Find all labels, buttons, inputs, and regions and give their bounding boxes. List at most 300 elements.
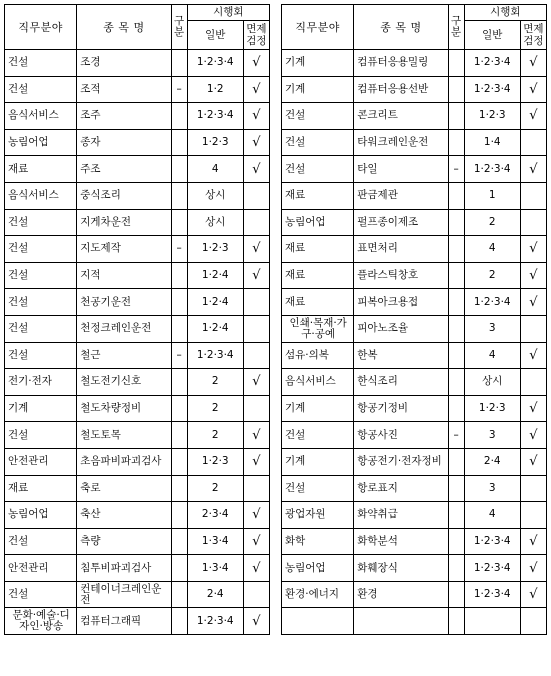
general-cell-text: 1·2·3·4 <box>196 348 234 361</box>
header-field: 직무분야 <box>5 5 77 50</box>
field-cell-text: 건설 <box>285 428 306 441</box>
item-cell-text: 조주 <box>80 109 101 122</box>
exempt-cell-text: √ <box>252 135 261 151</box>
field-cell <box>5 608 77 635</box>
general-cell <box>464 76 520 103</box>
table-row <box>282 502 547 529</box>
item-cell <box>354 502 448 529</box>
item-cell-text: 조경 <box>80 56 101 69</box>
left-table-panel <box>4 4 270 671</box>
item-cell <box>77 262 171 289</box>
table-row <box>5 236 270 263</box>
field-cell-text: 농림어업 <box>8 136 49 149</box>
item-cell-text: 항로표지 <box>357 481 398 494</box>
exempt-cell-text: √ <box>529 55 538 71</box>
empty-cell <box>448 608 464 635</box>
general-cell <box>187 475 243 502</box>
field-cell <box>282 209 354 236</box>
right-exam-table <box>281 4 547 635</box>
field-cell <box>282 129 354 156</box>
general-cell <box>464 555 520 582</box>
exempt-cell <box>520 76 546 103</box>
field-cell-text: 건설 <box>8 215 29 228</box>
field-cell <box>5 422 77 449</box>
exempt-cell <box>520 581 546 608</box>
item-cell-text: 컴퓨터그래픽 <box>80 614 142 627</box>
exempt-cell-text: √ <box>529 427 538 443</box>
general-cell <box>464 236 520 263</box>
field-cell-text: 건설 <box>8 322 29 335</box>
item-cell-text: 주조 <box>80 162 101 175</box>
table-row <box>282 581 547 608</box>
general-cell-text: 2·4 <box>483 455 501 468</box>
exempt-cell <box>520 236 546 263</box>
exempt-cell-text: √ <box>252 533 261 549</box>
gubun-cell <box>448 156 464 183</box>
item-cell-text: 지도제작 <box>80 242 121 255</box>
field-cell-text: 재료 <box>285 269 306 282</box>
field-cell-text: 재료 <box>285 189 306 202</box>
exempt-cell <box>520 129 546 156</box>
exempt-cell <box>243 395 269 422</box>
gubun-cell <box>448 555 464 582</box>
exempt-cell <box>243 236 269 263</box>
gubun-cell <box>171 289 187 316</box>
item-cell-text: 축산 <box>80 508 101 521</box>
header-field: 직무분야 <box>282 5 354 50</box>
field-cell <box>282 236 354 263</box>
field-cell-text: 건설 <box>8 534 29 547</box>
field-cell <box>5 369 77 396</box>
item-cell <box>77 50 171 77</box>
exempt-cell <box>243 209 269 236</box>
right-table-body <box>282 50 547 635</box>
field-cell-text: 섬유·의복 <box>285 348 329 361</box>
field-cell <box>282 103 354 130</box>
field-cell <box>282 422 354 449</box>
item-cell <box>77 475 171 502</box>
general-cell <box>187 581 243 608</box>
gubun-cell <box>448 103 464 130</box>
general-cell-text: 1·2·3·4 <box>196 109 234 122</box>
table-row <box>282 369 547 396</box>
gubun-cell <box>171 395 187 422</box>
general-cell-text: 상시 <box>205 189 226 202</box>
table-row <box>282 342 547 369</box>
table-row <box>5 289 270 316</box>
gubun-cell <box>171 581 187 608</box>
general-cell-text: 4 <box>488 242 496 255</box>
exempt-cell <box>243 342 269 369</box>
exempt-cell <box>520 475 546 502</box>
general-cell <box>187 156 243 183</box>
gubun-cell <box>448 369 464 396</box>
field-cell-text: 재료 <box>8 481 29 494</box>
field-cell-text: 건설 <box>8 82 29 95</box>
gubun-cell <box>171 209 187 236</box>
exempt-cell <box>520 209 546 236</box>
header-exam-round: 시행회 <box>187 5 269 21</box>
general-cell-text: 1·4 <box>483 136 501 149</box>
field-cell-text: 음식서비스 <box>285 375 336 388</box>
field-cell <box>5 156 77 183</box>
general-cell <box>187 448 243 475</box>
gubun-cell-text: – <box>453 428 459 441</box>
gubun-cell <box>171 315 187 342</box>
table-row <box>282 475 547 502</box>
field-cell <box>5 315 77 342</box>
exempt-cell-text: √ <box>529 241 538 257</box>
field-cell <box>5 342 77 369</box>
header-general: 일반 <box>187 21 243 50</box>
general-cell-text: 1·2·4 <box>201 322 229 335</box>
exempt-cell <box>243 262 269 289</box>
general-cell <box>187 236 243 263</box>
general-cell <box>464 528 520 555</box>
table-row <box>5 369 270 396</box>
exempt-cell <box>520 182 546 209</box>
item-cell <box>354 209 448 236</box>
general-cell <box>464 369 520 396</box>
item-cell-text: 지적 <box>80 269 101 282</box>
field-cell <box>282 289 354 316</box>
header-exam-round: 시행회 <box>464 5 546 21</box>
general-cell-text: 2 <box>488 269 496 282</box>
exempt-cell <box>520 395 546 422</box>
general-cell-text: 4 <box>488 348 496 361</box>
exempt-cell-text: √ <box>529 533 538 549</box>
exempt-cell-text: √ <box>252 454 261 470</box>
exempt-cell-text: √ <box>529 587 538 603</box>
left-exam-table <box>4 4 270 635</box>
item-cell <box>77 395 171 422</box>
gubun-cell <box>448 581 464 608</box>
exempt-cell <box>243 103 269 130</box>
item-cell <box>77 369 171 396</box>
general-cell-text: 4 <box>488 508 496 521</box>
general-cell-text: 상시 <box>205 215 226 228</box>
exempt-cell <box>520 103 546 130</box>
exempt-cell <box>243 608 269 635</box>
item-cell <box>354 395 448 422</box>
general-cell <box>464 502 520 529</box>
gubun-cell <box>448 129 464 156</box>
item-cell-text: 천공기운전 <box>80 295 131 308</box>
item-cell-text: 철도전기신호 <box>80 375 142 388</box>
field-cell <box>5 448 77 475</box>
general-cell-text: 1·2·3 <box>201 242 229 255</box>
field-cell-text: 건설 <box>285 162 306 175</box>
item-cell <box>77 555 171 582</box>
exempt-cell <box>243 555 269 582</box>
field-cell-text: 기계 <box>8 402 29 415</box>
left-table-body <box>5 50 270 635</box>
general-cell <box>464 156 520 183</box>
general-cell <box>464 129 520 156</box>
field-cell-text: 건설 <box>285 481 306 494</box>
right-table-panel <box>281 4 547 671</box>
general-cell <box>187 502 243 529</box>
item-cell <box>354 129 448 156</box>
header-general: 일반 <box>464 21 520 50</box>
item-cell-text: 한복 <box>357 348 378 361</box>
gubun-cell <box>171 555 187 582</box>
gubun-cell <box>171 76 187 103</box>
field-cell-text: 건설 <box>8 295 29 308</box>
exempt-cell <box>520 502 546 529</box>
field-cell-text: 기계 <box>285 455 306 468</box>
general-cell-text: 1·2·3·4 <box>473 534 511 547</box>
table-row <box>5 182 270 209</box>
gubun-cell <box>448 315 464 342</box>
general-cell <box>187 182 243 209</box>
general-cell-text: 1·2·3 <box>201 455 229 468</box>
general-cell-text: 1·2·3·4 <box>473 162 511 175</box>
general-cell <box>464 50 520 77</box>
field-cell <box>5 475 77 502</box>
item-cell-text: 측량 <box>80 534 101 547</box>
field-cell <box>282 315 354 342</box>
table-row <box>282 156 547 183</box>
general-cell-text: 1·2·3 <box>201 136 229 149</box>
item-cell <box>354 555 448 582</box>
general-cell-text: 3 <box>488 428 496 441</box>
empty-cell <box>520 608 546 635</box>
field-cell <box>5 103 77 130</box>
field-cell-text: 건설 <box>285 109 306 122</box>
item-cell <box>354 262 448 289</box>
field-cell-text: 건설 <box>285 136 306 149</box>
field-cell <box>282 528 354 555</box>
item-cell <box>77 289 171 316</box>
item-cell <box>354 50 448 77</box>
table-row <box>282 236 547 263</box>
exempt-cell-text: √ <box>529 108 538 124</box>
item-cell-text: 한식조리 <box>357 375 398 388</box>
item-cell <box>77 103 171 130</box>
gubun-cell <box>448 289 464 316</box>
exempt-cell-text: √ <box>529 347 538 363</box>
exempt-cell <box>243 502 269 529</box>
general-cell <box>464 475 520 502</box>
field-cell <box>282 475 354 502</box>
item-cell-text: 철근 <box>80 348 101 361</box>
general-cell <box>464 182 520 209</box>
general-cell-text: 1 <box>488 189 496 202</box>
field-cell-text: 인쇄·목재·가구·공예 <box>289 316 347 340</box>
field-cell <box>282 581 354 608</box>
general-cell <box>464 209 520 236</box>
exempt-cell-text: √ <box>529 560 538 576</box>
gubun-cell <box>171 475 187 502</box>
exempt-cell <box>243 129 269 156</box>
table-row <box>282 289 547 316</box>
general-cell <box>187 289 243 316</box>
field-cell-text: 광업자원 <box>285 508 326 521</box>
field-cell <box>282 262 354 289</box>
gubun-cell <box>171 369 187 396</box>
table-row <box>282 528 547 555</box>
field-cell <box>5 555 77 582</box>
general-cell <box>464 395 520 422</box>
general-cell-text: 1·2 <box>206 82 224 95</box>
item-cell <box>77 502 171 529</box>
exempt-cell <box>520 422 546 449</box>
item-cell-text: 종자 <box>80 136 101 149</box>
exempt-cell <box>520 369 546 396</box>
field-cell-text: 건설 <box>8 588 29 601</box>
item-cell-text: 초음파비파괴검사 <box>80 455 162 468</box>
general-cell-text: 2·3·4 <box>201 508 229 521</box>
item-cell-text: 표면처리 <box>357 242 398 255</box>
general-cell-text: 1·2·3·4 <box>473 56 511 69</box>
exempt-cell-text: √ <box>252 55 261 71</box>
field-cell <box>282 369 354 396</box>
gubun-cell <box>448 502 464 529</box>
general-cell-text: 2·4 <box>206 588 224 601</box>
header-item: 종 목 명 <box>77 5 171 50</box>
exempt-cell <box>520 528 546 555</box>
general-cell-text: 1·2·4 <box>201 269 229 282</box>
gubun-cell <box>448 475 464 502</box>
general-cell-text: 3 <box>488 481 496 494</box>
item-cell-text: 타일 <box>357 162 378 175</box>
item-cell <box>354 315 448 342</box>
item-cell <box>77 236 171 263</box>
gubun-cell <box>448 528 464 555</box>
table-row <box>282 262 547 289</box>
gubun-cell <box>448 422 464 449</box>
general-cell-text: 2 <box>211 481 219 494</box>
table-row <box>5 475 270 502</box>
exempt-cell <box>243 315 269 342</box>
general-cell-text: 2 <box>211 375 219 388</box>
item-cell <box>354 103 448 130</box>
item-cell <box>77 182 171 209</box>
field-cell-text: 건설 <box>8 428 29 441</box>
item-cell <box>354 342 448 369</box>
general-cell <box>187 315 243 342</box>
exempt-cell <box>520 262 546 289</box>
field-cell-text: 기계 <box>285 82 306 95</box>
item-cell-text: 조적 <box>80 82 101 95</box>
general-cell <box>464 422 520 449</box>
gubun-cell <box>448 448 464 475</box>
table-row <box>282 448 547 475</box>
item-cell-text: 컴퓨터응용밀링 <box>357 56 429 69</box>
header-gubun: 구분 <box>171 5 187 50</box>
general-cell-text: 1·2·3·4 <box>196 614 234 627</box>
general-cell-text: 1·2·3 <box>478 402 506 415</box>
field-cell <box>282 76 354 103</box>
general-cell <box>187 369 243 396</box>
item-cell-text: 환경 <box>357 588 378 601</box>
general-cell-text: 1·2·3·4 <box>196 56 234 69</box>
field-cell-text: 안전관리 <box>8 455 49 468</box>
item-cell <box>354 581 448 608</box>
field-cell <box>282 156 354 183</box>
general-cell-text: 2 <box>211 428 219 441</box>
item-cell-text: 컴퓨터응용선반 <box>357 82 429 95</box>
field-cell <box>5 50 77 77</box>
item-cell <box>77 315 171 342</box>
gubun-cell-text: – <box>176 242 182 255</box>
item-cell-text: 지게차운전 <box>80 215 131 228</box>
general-cell-text: 1·2·3·4 <box>473 295 511 308</box>
table-row <box>5 608 270 635</box>
exempt-cell <box>520 448 546 475</box>
field-cell <box>282 50 354 77</box>
field-cell-text: 건설 <box>8 269 29 282</box>
item-cell <box>354 475 448 502</box>
table-row <box>5 422 270 449</box>
item-cell <box>77 342 171 369</box>
table-row <box>5 448 270 475</box>
item-cell <box>77 209 171 236</box>
item-cell <box>354 236 448 263</box>
field-cell-text: 건설 <box>8 56 29 69</box>
table-row <box>5 156 270 183</box>
item-cell-text: 천정크레인운전 <box>80 322 152 335</box>
item-cell <box>354 76 448 103</box>
item-cell-text: 플라스틱창호 <box>357 269 419 282</box>
table-row <box>282 76 547 103</box>
table-row <box>5 528 270 555</box>
exempt-cell-text: √ <box>252 374 261 390</box>
gubun-cell <box>448 76 464 103</box>
field-cell <box>282 502 354 529</box>
exempt-cell <box>243 448 269 475</box>
general-cell <box>187 209 243 236</box>
item-cell-text: 콘크리트 <box>357 109 398 122</box>
exempt-cell <box>520 289 546 316</box>
field-cell <box>5 236 77 263</box>
table-row-empty <box>282 608 547 635</box>
gubun-cell <box>171 528 187 555</box>
exempt-cell-text: √ <box>529 454 538 470</box>
item-cell <box>77 528 171 555</box>
item-cell <box>354 422 448 449</box>
item-cell-text: 항공기정비 <box>357 402 408 415</box>
exempt-cell-text: √ <box>529 81 538 97</box>
gubun-cell <box>448 236 464 263</box>
exempt-cell <box>520 315 546 342</box>
exempt-cell <box>243 581 269 608</box>
empty-cell <box>464 608 520 635</box>
exempt-cell-text: √ <box>529 294 538 310</box>
exempt-cell <box>243 475 269 502</box>
item-cell-text: 펄프종이제조 <box>357 215 419 228</box>
gubun-cell <box>171 422 187 449</box>
gubun-cell <box>171 608 187 635</box>
item-cell <box>77 422 171 449</box>
exempt-cell-text: √ <box>252 613 261 629</box>
general-cell <box>464 581 520 608</box>
item-cell <box>354 528 448 555</box>
table-row <box>5 103 270 130</box>
table-row <box>5 129 270 156</box>
field-cell-text: 기계 <box>285 402 306 415</box>
general-cell <box>187 103 243 130</box>
exempt-cell-text: √ <box>252 108 261 124</box>
exempt-cell <box>243 76 269 103</box>
table-row <box>282 103 547 130</box>
table-row <box>282 209 547 236</box>
table-row <box>282 422 547 449</box>
item-cell-text: 철도토목 <box>80 428 121 441</box>
table-row <box>282 182 547 209</box>
item-cell-text: 중식조리 <box>80 189 121 202</box>
